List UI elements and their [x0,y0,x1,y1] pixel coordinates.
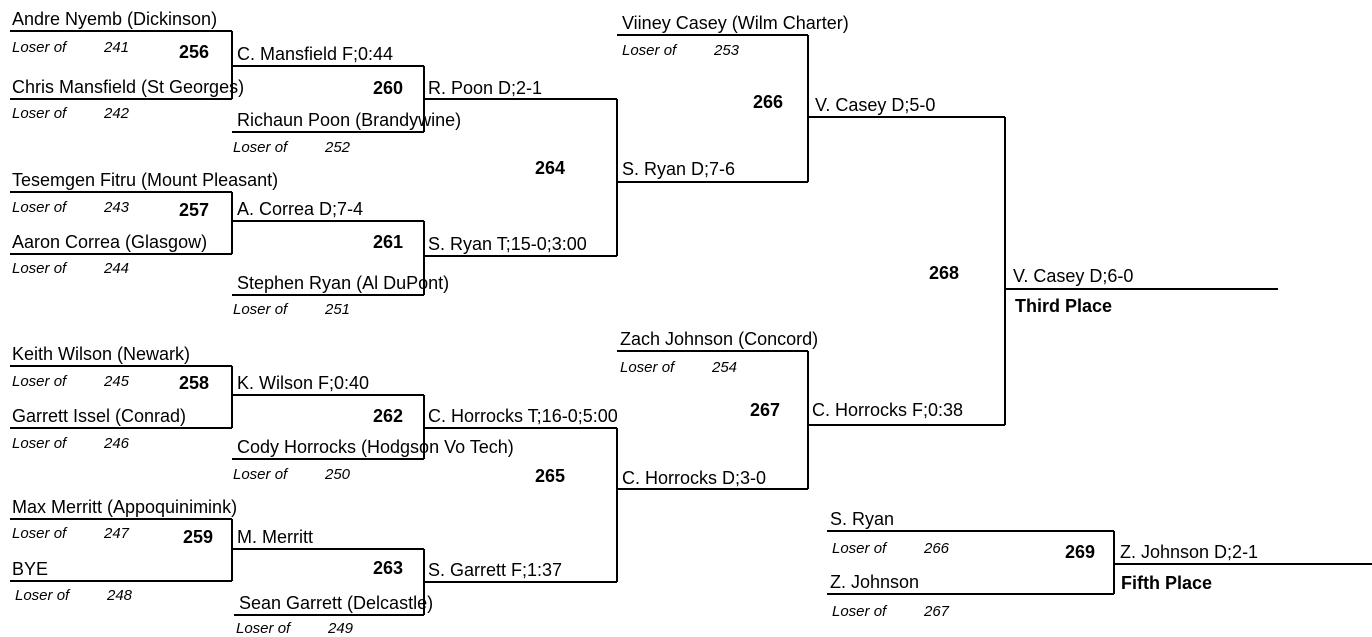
entrant-name: Sean Garrett (Delcastle) [239,593,434,613]
loser-of-label: Loser of [12,373,67,390]
bout-number: 268 [929,263,960,283]
bout-result: S. Garrett F;1:37 [428,560,563,580]
entrant-name: Aaron Correa (Glasgow) [12,232,208,252]
entrant-name: Zach Johnson (Concord) [620,329,819,349]
entrant-name: Z. Johnson [830,572,920,592]
loser-of-bout-number: 248 [107,587,133,604]
bout-number: 258 [179,373,210,393]
bout-number: 262 [373,406,404,426]
entrant-name: BYE [12,559,49,579]
fifth-place-label: Fifth Place [1121,573,1213,593]
entrant-name: S. Ryan [830,509,895,529]
bout-result: A. Correa D;7-4 [237,199,364,219]
loser-of-bout-number: 253 [714,42,740,59]
bout-result: R. Poon D;2-1 [428,78,543,98]
loser-of-bout-number: 249 [328,620,354,637]
loser-of-label: Loser of [12,260,67,277]
bout-result: C. Horrocks F;0:38 [812,400,964,420]
loser-of-label: Loser of [12,525,67,542]
loser-of-label: Loser of [233,466,288,483]
loser-of-label: Loser of [236,620,291,637]
bout-result: Z. Johnson D;2-1 [1120,542,1259,562]
bout-result: S. Ryan T;15-0;3:00 [428,234,587,254]
entrant-name: Chris Mansfield (St Georges) [12,77,245,97]
bout-number: 264 [535,158,566,178]
loser-of-label: Loser of [233,139,288,156]
loser-of-label: Loser of [12,39,67,56]
loser-of-label: Loser of [12,199,67,216]
entrant-name: Viiney Casey (Wilm Charter) [622,13,849,33]
bout-number: 260 [373,78,404,98]
loser-of-label: Loser of [622,42,677,59]
bout-number: 267 [750,400,781,420]
loser-of-label: Loser of [832,540,887,557]
bout-number: 257 [179,200,210,220]
bout-result: K. Wilson F;0:40 [237,373,370,393]
third-place-label: Third Place [1015,296,1113,316]
entrant-name: Keith Wilson (Newark) [12,344,191,364]
bout-number: 261 [373,232,404,252]
loser-of-bout-number: 267 [924,603,950,620]
bout-result: C. Horrocks T;16-0;5:00 [428,406,618,426]
entrant-name: Andre Nyemb (Dickinson) [12,9,218,29]
loser-of-bout-number: 242 [104,105,130,122]
loser-of-bout-number: 266 [924,540,950,557]
bout-result: C. Horrocks D;3-0 [622,468,767,488]
loser-of-label: Loser of [12,105,67,122]
entrant-name: Max Merritt (Appoquinimink) [12,497,238,517]
entrant-name: Richaun Poon (Brandywine) [237,110,462,130]
loser-of-label: Loser of [832,603,887,620]
loser-of-bout-number: 252 [325,139,351,156]
bout-result: V. Casey D;6-0 [1013,266,1134,286]
bout-result: C. Mansfield F;0:44 [237,44,394,64]
entrant-name: Cody Horrocks (Hodgson Vo Tech) [237,437,514,457]
loser-of-bout-number: 251 [325,301,351,318]
loser-of-label: Loser of [15,587,70,604]
loser-of-bout-number: 244 [104,260,130,277]
loser-of-bout-number: 246 [104,435,130,452]
bout-result: S. Ryan D;7-6 [622,159,736,179]
loser-of-bout-number: 254 [712,359,738,376]
bout-number: 269 [1065,542,1096,562]
loser-of-bout-number: 247 [104,525,130,542]
entrant-name: Stephen Ryan (Al DuPont) [237,273,450,293]
loser-of-label: Loser of [620,359,675,376]
entrant-name: Tesemgen Fitru (Mount Pleasant) [12,170,279,190]
loser-of-bout-number: 245 [104,373,130,390]
bout-number: 259 [183,527,214,547]
bout-number: 263 [373,558,404,578]
bout-number: 256 [179,42,210,62]
bout-result: V. Casey D;5-0 [815,95,936,115]
loser-of-bout-number: 243 [104,199,130,216]
loser-of-label: Loser of [233,301,288,318]
bout-result: M. Merritt [237,527,313,547]
loser-of-label: Loser of [12,435,67,452]
bout-number: 266 [753,92,784,112]
loser-of-bout-number: 250 [325,466,351,483]
bout-number: 265 [535,466,566,486]
loser-of-bout-number: 241 [104,39,130,56]
entrant-name: Garrett Issel (Conrad) [12,406,187,426]
